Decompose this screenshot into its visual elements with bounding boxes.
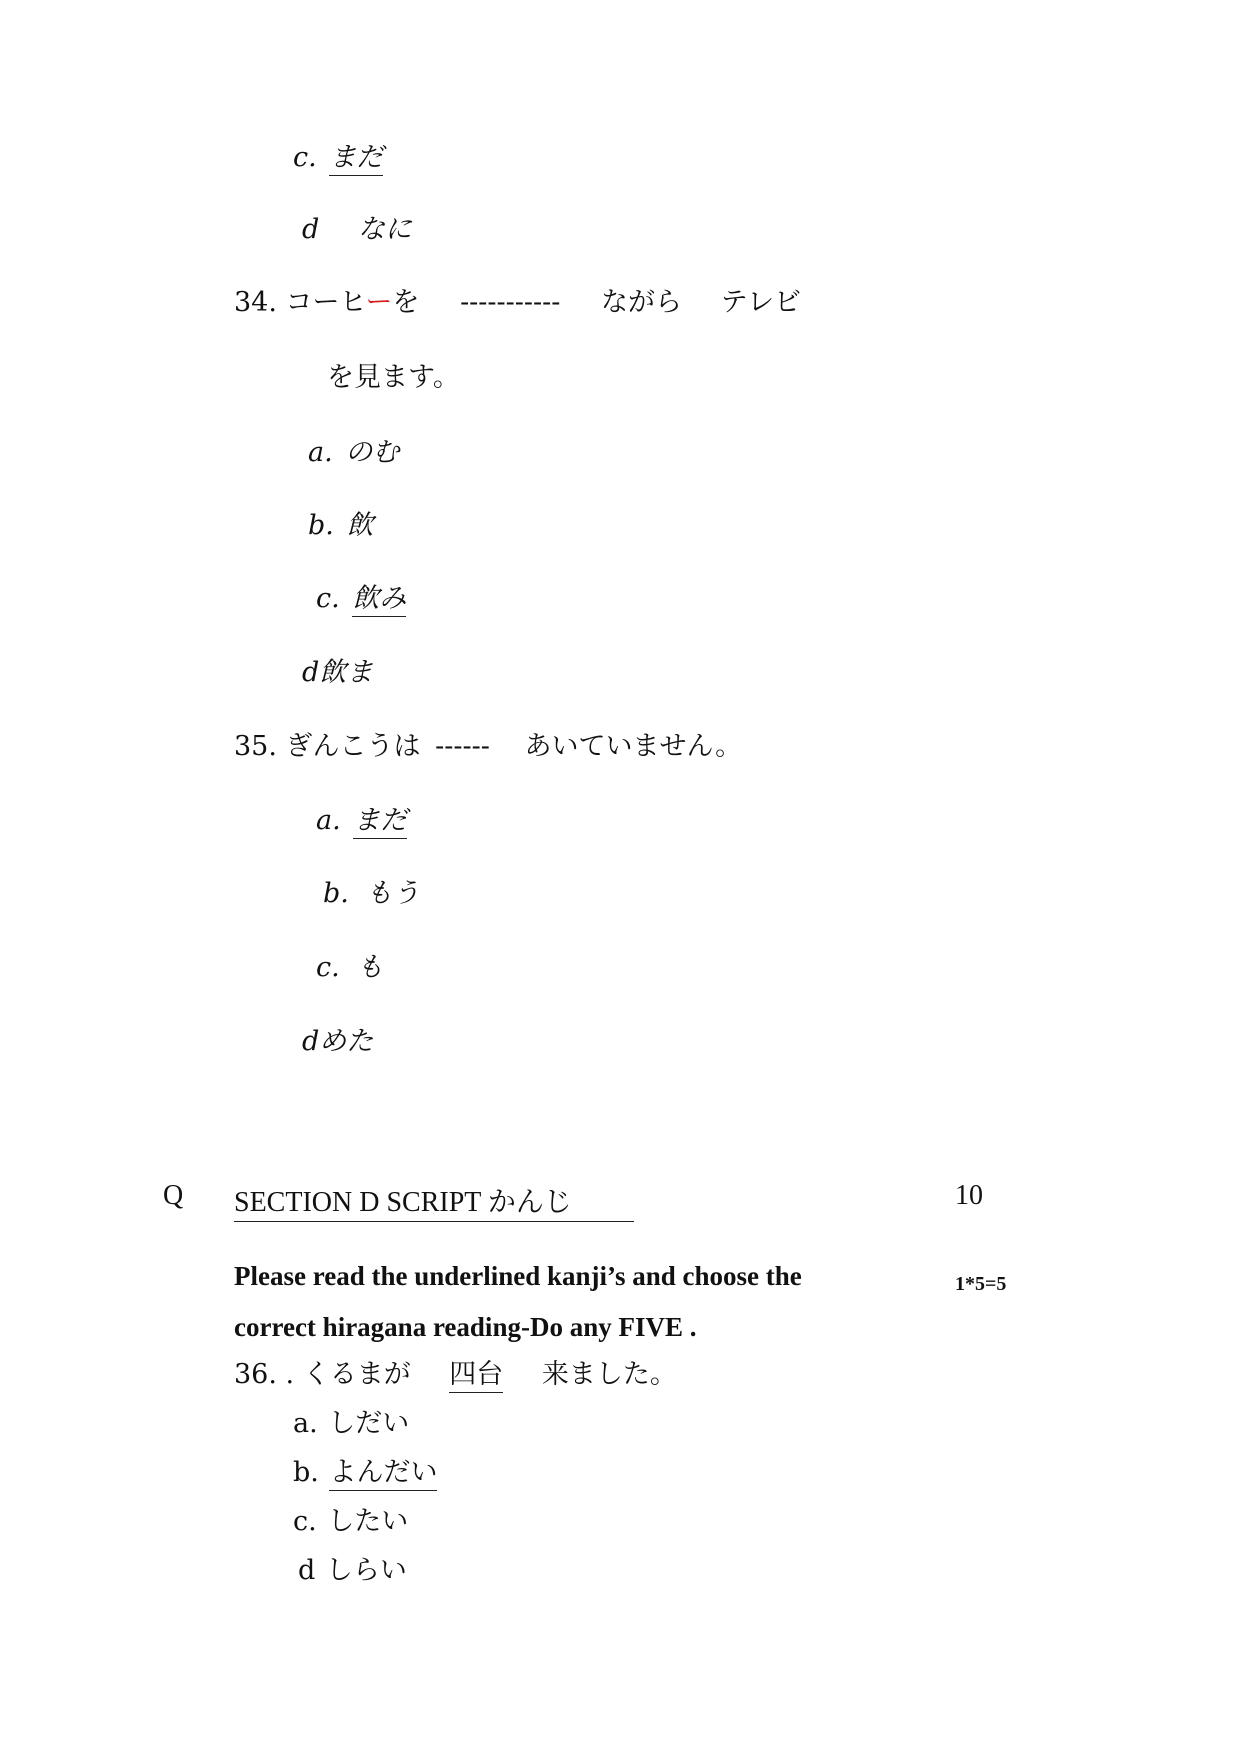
- q34-option-b: [308, 508, 373, 544]
- option-label: c.: [293, 142, 317, 173]
- option-label: d: [302, 657, 320, 688]
- section-title: SECTION D SCRIPT かんじ: [234, 1185, 634, 1222]
- option-text: 飲み: [352, 583, 406, 617]
- q36-option-a: [293, 1406, 409, 1442]
- option-text: よんだい: [329, 1457, 437, 1491]
- option-label: a.: [293, 1408, 318, 1439]
- q34-option-d: [302, 655, 373, 691]
- q33-option-d: [302, 212, 412, 248]
- question-number: 34.: [234, 287, 277, 318]
- option-label: b.: [293, 1457, 319, 1488]
- q34-stem: [234, 285, 801, 321]
- option-label: b.: [323, 878, 349, 909]
- stem-part: テレビ: [720, 287, 802, 318]
- q35-option-d: [302, 1024, 373, 1060]
- q35-option-b: [323, 876, 419, 912]
- option-label: d: [302, 214, 320, 245]
- answer-blank: ------: [435, 731, 490, 762]
- option-text: めた: [319, 1026, 374, 1057]
- option-label: b.: [308, 510, 334, 541]
- underlined-kanji: 四台: [449, 1359, 503, 1393]
- q35-option-c: [316, 950, 383, 986]
- stem-part: 来ました。: [541, 1359, 677, 1390]
- q36-option-d: [298, 1553, 407, 1589]
- option-label: c.: [316, 583, 340, 614]
- option-text: したい: [327, 1506, 409, 1537]
- option-text: しだい: [328, 1408, 410, 1439]
- option-text: なに: [357, 214, 412, 245]
- option-label: d: [302, 1026, 320, 1057]
- option-label: a.: [308, 437, 333, 468]
- stem-part: ながら: [601, 287, 683, 318]
- question-number: 35.: [234, 731, 277, 762]
- q36-option-b: [293, 1455, 437, 1491]
- stem-part: くるまが: [302, 1359, 411, 1390]
- q34-stem-continued: を見ます。: [327, 362, 460, 393]
- q34-option-a: [308, 435, 399, 471]
- q36-option-c: [293, 1504, 408, 1540]
- stem-part: あいていません。: [524, 731, 743, 762]
- question-label: Q: [163, 1180, 184, 1211]
- option-text: も: [356, 952, 384, 983]
- q36-stem: [234, 1357, 677, 1393]
- q35-option-a: [316, 803, 407, 839]
- q35-stem: [234, 729, 742, 765]
- option-text: 飲ま: [319, 657, 374, 688]
- option-text: しらい: [325, 1555, 407, 1586]
- option-label: c.: [293, 1506, 317, 1537]
- q34-option-c: [316, 581, 406, 617]
- option-text: もう: [365, 878, 420, 909]
- stem-part: を: [392, 287, 420, 318]
- option-label: a.: [316, 805, 341, 836]
- section-marks: 10: [955, 1180, 983, 1211]
- option-text: まだ: [353, 805, 407, 839]
- option-text: まだ: [329, 142, 383, 176]
- stem-part: ぎんこうは: [285, 731, 421, 762]
- option-label: c.: [316, 952, 340, 983]
- answer-blank: -----------: [460, 287, 561, 318]
- option-label: d: [298, 1555, 316, 1586]
- q33-option-c: [293, 140, 383, 176]
- sub-marks: 1*5=5: [955, 1273, 1007, 1295]
- stem-part-red: ー: [365, 287, 393, 318]
- instruction-line-2: correct hiragana reading-Do any FIVE .: [234, 1312, 697, 1342]
- instruction-line-1: Please read the underlined kanji’s and choose the: [234, 1261, 802, 1291]
- option-text: 飲: [346, 510, 374, 541]
- stem-part: コーヒ: [285, 287, 366, 318]
- option-text: のむ: [345, 437, 400, 468]
- question-number: 36. .: [234, 1359, 295, 1390]
